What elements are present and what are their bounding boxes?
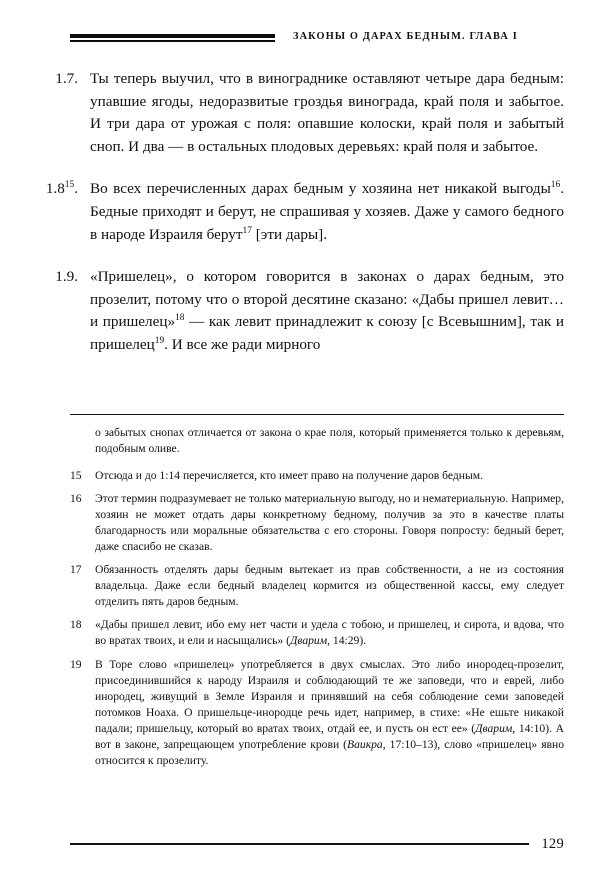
footnote-text: о забытых снопах отличается от закона о крае поля, который применяется только к деревьям, подобным оливе.: [95, 426, 564, 456]
footnote-item: [70, 562, 564, 610]
paragraph-number-footnote-marker: 15: [64, 180, 75, 191]
paragraph-number-text: 1.7.: [55, 70, 78, 87]
paragraph-number: [36, 68, 90, 91]
numbered-paragraph: [36, 266, 564, 356]
footnote-text: В Торе слово «пришелец» употребляется в двух смыслах. Это либо инородец-прозелит, присоединившийся к народу Израиля и соблюдающий те же заповеди, что и еврей, либо инородец, живущий в Земле Израиля и принявший на себя соблюдение семи заповедей потомков Ноаха. О пришельце-инородце речь идет, например, в стихе: «Не ешьте никакой падали; пришельцу, который во вратах твоих, отдай ее, и пусть он ест ее» (Дварим, 14:10). А вот в законе, запрещающем употребление крови (Ваикра, 17:10–13), слово «пришелец» явно относится к прозелиту.: [95, 657, 564, 768]
running-head-rule-ornament: [70, 34, 275, 42]
paragraph-body: [90, 178, 564, 246]
footnote-area: [70, 414, 564, 769]
page-footer: [70, 837, 564, 852]
footnote-item: [70, 491, 564, 555]
paragraph-number: [36, 178, 90, 201]
paragraph-number: [36, 266, 90, 289]
footnote-text: Этот термин подразумевает не только материальную выгоду, но и нематериальную. Например, хозяин не может отдать дары конкретному бедному, получив за это в качестве платы благодарность или моральные обязательства с его стороны. Говоря попросту: бедный берет, даже спасибо не сказав.: [95, 491, 564, 553]
running-head-title: ЗАКОНЫ О ДАРАХ БЕДНЫМ. ГЛАВА I: [293, 30, 518, 42]
paragraph-body: [90, 68, 564, 158]
footnote-item: [70, 425, 564, 457]
footnote-separator-rule: [70, 414, 564, 415]
footnote-number: 18: [70, 618, 82, 632]
rule-thin: [70, 40, 275, 42]
page-number: 129: [541, 835, 564, 852]
paragraph-number-text: 1.8: [45, 180, 65, 198]
footnote-text: Обязанность отделять дары бедным вытекает из прав собственности, а не из состояния владельца. Даже если бедный владелец кормится из общественной кассы, ему следует отделить пять даров бедным.: [95, 563, 564, 609]
body-text-block: [36, 68, 564, 357]
footnote-number: 17: [70, 563, 82, 577]
paragraph-body: [90, 266, 564, 356]
footnote-number: 15: [70, 468, 82, 482]
footnote-number: 19: [70, 657, 82, 671]
footer-rule: [70, 843, 529, 845]
running-head: [70, 26, 570, 48]
numbered-paragraph: [36, 68, 564, 158]
paragraph-number-tail: .: [74, 180, 78, 198]
footnote-text: Отсюда и до 1:14 перечисляется, кто имеет право на получение даров бедным.: [95, 468, 483, 482]
numbered-paragraph: [36, 178, 564, 246]
paragraph-text-1-7: Ты теперь выучил, что в винограднике оставляют четыре дара бедным: упавшие ягоды, недоразвитые гроздья винограда, край поля и забытое. И три дара от урожая с поля: опавшие колоски, край поля и забытый сноп. И два — в остальных плодовых деревьях: край поля и забытое.: [90, 70, 564, 155]
paragraph-text-1-9: «Пришелец», о котором говорится в законах о дарах бедным, это прозелит, потому что о второй десятине сказано: «Дабы пришел левит… и пришелец»$^{18}$ — как левит принадлежит к союзу [с Всевышним], так и пришелец$^{19}$. И все же ради мирного: [90, 268, 564, 353]
footnote-item: [70, 468, 564, 484]
footnote-text: «Дабы пришел левит, ибо ему нет части и удела с тобою, и пришелец, и сирота, и вдова, что во вратах твоих, и ели и насыщались» (Дварим, 14:29).: [95, 618, 564, 648]
paragraph-text-1-8: Во всех перечисленных дарах бедным у хозяина нет никакой выгоды$^{16}$. Бедные приходят и берут, не спрашивая у хозяев. Даже у самого бедного в народе Израиля берут$^{17}$ [эти дары].: [90, 180, 564, 243]
paragraph-number-text: 1.9.: [55, 268, 78, 286]
footnote-item: [70, 617, 564, 649]
footnote-number: 16: [70, 491, 82, 505]
footnote-item: [70, 657, 564, 770]
